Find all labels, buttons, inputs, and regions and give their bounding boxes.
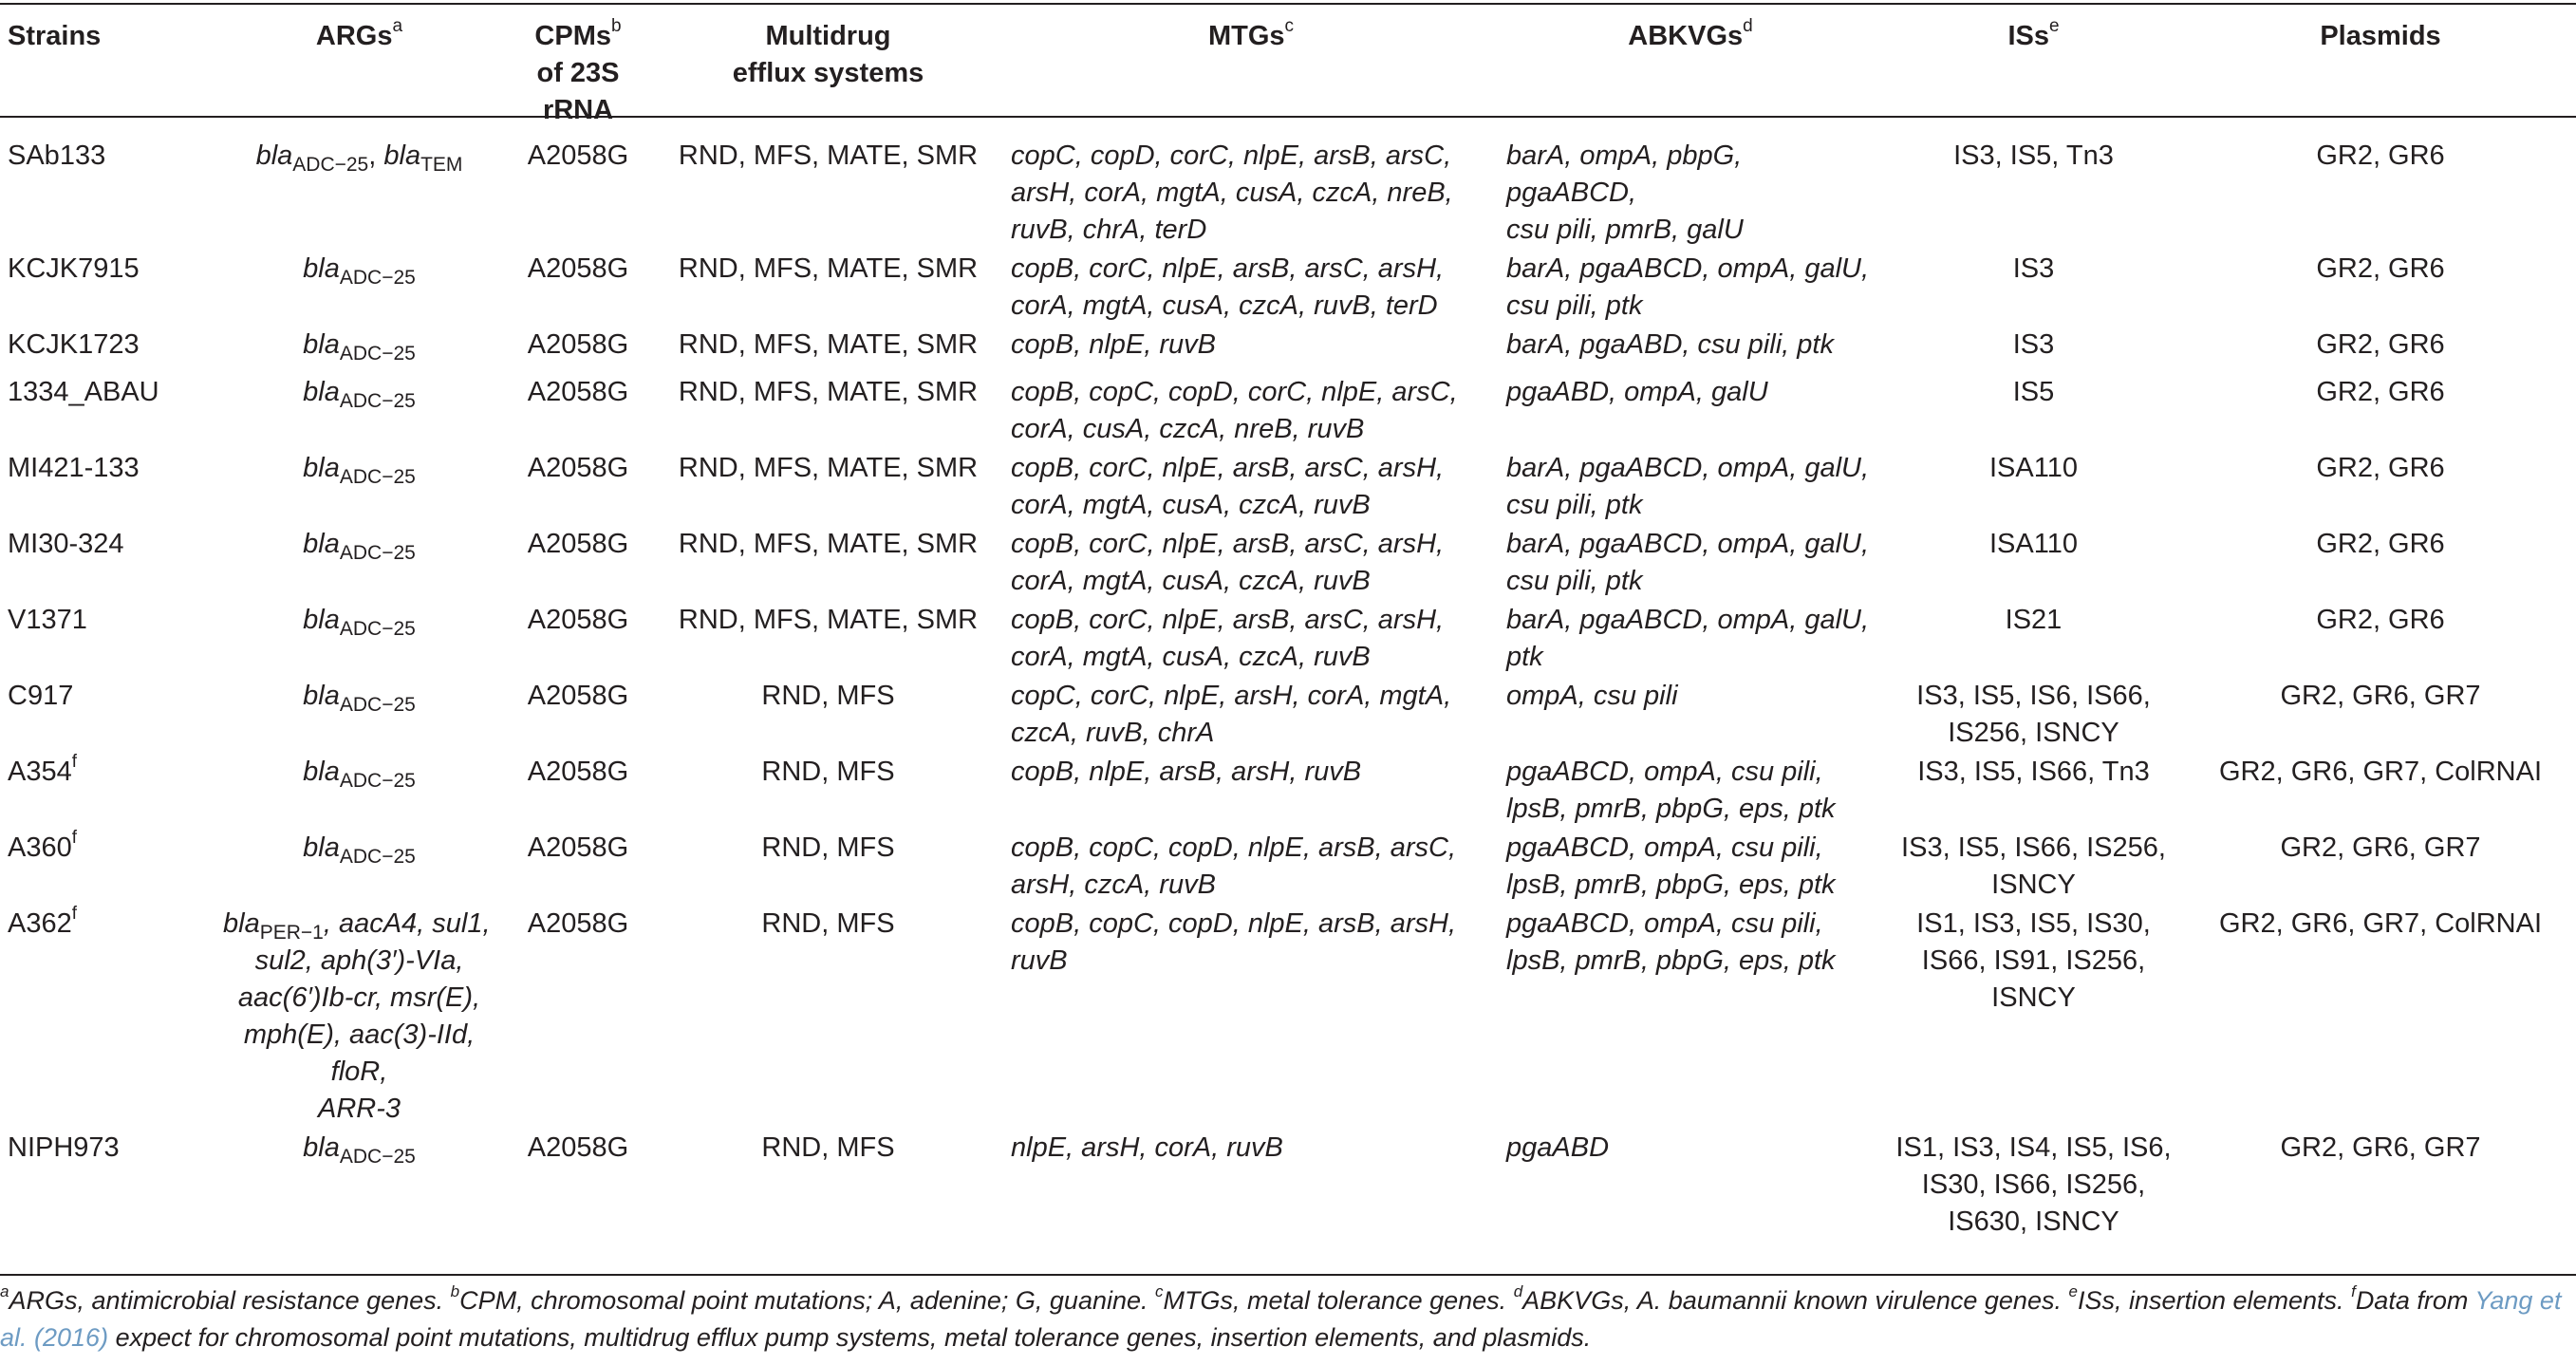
cell-abkvgs: [1499, 828, 1882, 904]
header-row: [0, 0, 2576, 129]
iss-line: IS3, IS5, IS66, IS256,: [1901, 832, 2166, 863]
header-iss: ISs$^e$: [2007, 16, 2060, 51]
iss-line: IS30, IS66, IS256,: [1921, 1169, 2146, 1200]
gene-subscript: ADC−25: [339, 541, 416, 564]
mtgs-line: copB, copC, copD, nlpE, arsB, arsH,: [1011, 908, 1457, 939]
iss-line: IS3, IS5, IS66, Tn3: [1917, 757, 2150, 787]
gene-subscript: ADC−25: [339, 769, 416, 792]
cell-cpm: A2058G: [527, 529, 629, 559]
cell-mtgs: [1003, 752, 1499, 828]
args-text: , aacA4, sul1,: [323, 908, 491, 939]
cell-cpm: A2058G: [527, 253, 629, 284]
cell-abkvgs: [1499, 524, 1882, 600]
cell-args: [215, 372, 503, 448]
strain-name: A362: [8, 908, 72, 939]
strain-footnote-mark: f: [71, 904, 78, 925]
strain-name: A354: [8, 757, 72, 787]
table-row: [0, 600, 2576, 676]
cell-args: [215, 904, 503, 1128]
cell-cpm: A2058G: [527, 832, 629, 863]
gene-prefix: bla: [255, 140, 293, 171]
gene-prefix: bla: [223, 908, 260, 939]
cell-plasmids: GR2, GR6, GR7, ColRNAI: [2218, 908, 2543, 939]
gene-prefix: bla: [303, 529, 340, 559]
footnote: $^a$ARGs, antimicrobial resistance genes. $^b$CPM, chromosomal point mutations; A, adenine; G, guanine. $^c$MTGs, metal tolerance genes. $^d$ABKVGs, A. baumannii known virulence genes. $^e$ISs, insertion elements. $^f$Data from Yang et al. (2016) expect for chromosomal point mutations, multidrug efflux pump systems, metal tolerance genes, insertion elements, and plasmids.: [0, 1282, 2562, 1352]
gene-subscript: ADC−25: [339, 617, 416, 640]
mtgs-line: ruvB, chrA, terD: [1011, 215, 1207, 245]
header-cpms: CPMs$^b$ of 23S rRNA: [534, 16, 622, 125]
cell-efflux: RND, MFS, MATE, SMR: [678, 329, 979, 360]
abkvgs-line: pgaABCD, ompA, csu pili,: [1506, 832, 1823, 863]
cell-cpm: A2058G: [527, 908, 629, 939]
abkvgs-line: pgaABD: [1506, 1132, 1610, 1163]
cell-efflux: RND, MFS, MATE, SMR: [678, 453, 979, 483]
cell-abkvgs: [1499, 676, 1882, 752]
iss-line: ISA110: [1989, 529, 2078, 559]
mtgs-line: arsH, czcA, ruvB: [1011, 869, 1216, 900]
cell-strain: [0, 129, 215, 249]
cell-strain: [0, 600, 215, 676]
abkvgs-line: csu pili, ptk: [1506, 290, 1643, 321]
cell-mtgs: [1003, 600, 1499, 676]
gene-prefix: bla: [303, 253, 340, 284]
cell-iss: [1882, 448, 2185, 524]
mtgs-line: copB, corC, nlpE, arsB, arsC, arsH,: [1011, 453, 1445, 483]
cell-args: [215, 752, 503, 828]
gene-subscript: ADC−25: [339, 389, 416, 412]
cell-plasmids: GR2, GR6: [2316, 453, 2445, 483]
mtgs-line: corA, mgtA, cusA, czcA, ruvB: [1011, 490, 1371, 520]
iss-line: IS3, IS5, Tn3: [1953, 140, 2114, 171]
cell-plasmids: GR2, GR6: [2316, 253, 2445, 284]
cell-strain: [0, 828, 215, 904]
gene-subscript: ADC−25: [292, 153, 369, 176]
strain-name: V1371: [8, 605, 87, 635]
cell-iss: [1882, 904, 2185, 1128]
cell-strain: [0, 676, 215, 752]
mtgs-line: ruvB: [1011, 945, 1068, 976]
cell-strain: [0, 1128, 215, 1241]
cell-cpm: A2058G: [527, 681, 629, 711]
gene-subscript: ADC−25: [339, 266, 416, 289]
iss-line: IS3: [2012, 329, 2055, 360]
table-row: [0, 828, 2576, 904]
iss-line: IS66, IS91, IS256,: [1921, 945, 2146, 976]
abkvgs-line: barA, pgaABD, csu pili, ptk: [1506, 329, 1834, 360]
cell-args: [215, 828, 503, 904]
cell-cpm: A2058G: [527, 329, 629, 360]
table-row: [0, 524, 2576, 600]
args-line: sul2, aph(3′)-VIa,: [254, 945, 464, 976]
mtgs-line: copC, corC, nlpE, arsH, corA, mgtA,: [1011, 681, 1452, 711]
strain-footnote-mark: f: [71, 752, 78, 773]
cell-abkvgs: [1499, 1128, 1882, 1241]
cell-plasmids: GR2, GR6, GR7: [2280, 1132, 2481, 1163]
table-row: [0, 904, 2576, 1128]
mtgs-line: copB, corC, nlpE, arsB, arsC, arsH,: [1011, 253, 1445, 284]
cell-abkvgs: [1499, 600, 1882, 676]
cell-iss: [1882, 1128, 2185, 1241]
iss-line: IS630, ISNCY: [1948, 1206, 2119, 1237]
citation-link[interactable]: Yang et al. (2016): [0, 1286, 2562, 1352]
cell-iss: [1882, 372, 2185, 448]
cell-iss: [1882, 129, 2185, 249]
cell-iss: [1882, 600, 2185, 676]
cell-strain: [0, 904, 215, 1128]
cell-strain: [0, 325, 215, 372]
cell-plasmids: GR2, GR6: [2316, 377, 2445, 407]
strain-name: C917: [8, 681, 74, 711]
strain-name: NIPH973: [8, 1132, 120, 1163]
abkvgs-line: barA, pgaABCD, ompA, galU,: [1506, 529, 1870, 559]
cell-iss: [1882, 676, 2185, 752]
table-bottom-rule: [0, 1274, 2576, 1276]
cell-args: [215, 249, 503, 325]
cell-efflux: RND, MFS: [761, 681, 895, 711]
strain-name: SAb133: [8, 140, 106, 171]
gene-prefix: bla: [383, 140, 421, 171]
cell-mtgs: [1003, 676, 1499, 752]
cell-mtgs: [1003, 249, 1499, 325]
cell-efflux: RND, MFS, MATE, SMR: [678, 377, 979, 407]
cell-plasmids: GR2, GR6: [2316, 140, 2445, 171]
abkvgs-line: pgaABCD, ompA, csu pili,: [1506, 757, 1823, 787]
abkvgs-line: pgaABCD, ompA, csu pili,: [1506, 908, 1823, 939]
gene-prefix: bla: [303, 605, 340, 635]
header-mtgs: MTGs$^c$: [1207, 16, 1295, 51]
cell-efflux: RND, MFS: [761, 908, 895, 939]
abkvgs-line: barA, pgaABCD, ompA, galU,: [1506, 605, 1870, 635]
strain-name: MI30-324: [8, 529, 124, 559]
cell-mtgs: [1003, 448, 1499, 524]
mtgs-line: copB, corC, nlpE, arsB, arsC, arsH,: [1011, 529, 1445, 559]
cell-efflux: RND, MFS, MATE, SMR: [678, 605, 979, 635]
gene-subscript: ADC−25: [339, 465, 416, 488]
mtgs-line: corA, mgtA, cusA, czcA, ruvB, terD: [1011, 290, 1438, 321]
gene-prefix: bla: [303, 377, 340, 407]
header-abkvgs: ABKVGs$^d$: [1628, 16, 1753, 51]
iss-line: ISNCY: [1991, 869, 2076, 900]
cell-efflux: RND, MFS: [761, 757, 895, 787]
cell-cpm: A2058G: [527, 377, 629, 407]
cell-abkvgs: [1499, 752, 1882, 828]
iss-line: IS256, ISNCY: [1948, 718, 2119, 748]
cell-efflux: RND, MFS: [761, 832, 895, 863]
iss-line: IS3, IS5, IS6, IS66,: [1916, 681, 2151, 711]
strain-name: MI421-133: [8, 453, 140, 483]
gene-subscript: PER−1: [259, 921, 324, 944]
cell-abkvgs: [1499, 129, 1882, 249]
abkvgs-line: pgaABD, ompA, galU: [1506, 377, 1768, 407]
cell-args: [215, 325, 503, 372]
gene-prefix: bla: [303, 832, 340, 863]
cell-cpm: A2058G: [527, 1132, 629, 1163]
iss-line: IS1, IS3, IS5, IS30,: [1916, 908, 2151, 939]
header-plasmids: Plasmids: [2320, 21, 2441, 51]
cell-mtgs: [1003, 828, 1499, 904]
table-row: [0, 1128, 2576, 1241]
cell-strain: [0, 249, 215, 325]
mtgs-line: corA, mgtA, cusA, czcA, ruvB: [1011, 566, 1371, 596]
iss-line: IS21: [2005, 605, 2063, 635]
cell-strain: [0, 448, 215, 524]
mtgs-line: nlpE, arsH, corA, ruvB: [1011, 1132, 1283, 1163]
abkvgs-line: lpsB, pmrB, pbpG, eps, ptk: [1506, 794, 1836, 824]
gene-subscript: ADC−25: [339, 1145, 416, 1168]
cell-abkvgs: [1499, 448, 1882, 524]
cell-plasmids: GR2, GR6: [2316, 329, 2445, 360]
cell-iss: [1882, 524, 2185, 600]
abkvgs-line: barA, pgaABCD, ompA, galU,: [1506, 253, 1870, 284]
cell-args: [215, 600, 503, 676]
gene-prefix: bla: [303, 757, 340, 787]
mtgs-line: copB, corC, nlpE, arsB, arsC, arsH,: [1011, 605, 1445, 635]
strain-footnote-mark: f: [71, 828, 78, 849]
cell-efflux: RND, MFS, MATE, SMR: [678, 253, 979, 284]
cell-efflux: RND, MFS: [761, 1132, 895, 1163]
cell-abkvgs: [1499, 904, 1882, 1128]
args-line: [223, 906, 495, 943]
mtgs-line: copB, copC, copD, corC, nlpE, arsC,: [1011, 377, 1458, 407]
abkvgs-line: ompA, csu pili: [1506, 681, 1678, 711]
cell-efflux: RND, MFS, MATE, SMR: [678, 140, 979, 171]
cell-cpm: A2058G: [527, 757, 629, 787]
cell-args: [215, 1128, 503, 1241]
header-efflux: Multidrug efflux systems: [732, 21, 924, 88]
gene-prefix: bla: [303, 453, 340, 483]
mtgs-line: copC, copD, corC, nlpE, arsB, arsC,: [1011, 140, 1452, 171]
cell-args: [215, 676, 503, 752]
cell-efflux: RND, MFS, MATE, SMR: [678, 529, 979, 559]
mtgs-line: czcA, ruvB, chrA: [1011, 718, 1215, 748]
gene-subscript: ADC−25: [339, 693, 416, 716]
strain-name: A360: [8, 832, 72, 863]
gene-subscript: ADC−25: [339, 845, 416, 868]
table-row: [0, 372, 2576, 448]
abkvgs-line: ptk: [1506, 642, 1543, 672]
cell-abkvgs: [1499, 372, 1882, 448]
abkvgs-line: lpsB, pmrB, pbpG, eps, ptk: [1506, 869, 1836, 900]
cell-mtgs: [1003, 325, 1499, 372]
cell-args: [215, 448, 503, 524]
cell-plasmids: GR2, GR6: [2316, 529, 2445, 559]
strain-name: KCJK7915: [8, 253, 140, 284]
table-body: [0, 129, 2576, 1241]
gene-prefix: bla: [303, 1132, 340, 1163]
gene-separator: ,: [368, 140, 384, 171]
mtgs-line: arsH, corA, mgtA, cusA, czcA, nreB,: [1011, 178, 1453, 208]
table-row: [0, 676, 2576, 752]
cell-strain: [0, 372, 215, 448]
cell-mtgs: [1003, 129, 1499, 249]
abkvgs-line: lpsB, pmrB, pbpG, eps, ptk: [1506, 945, 1836, 976]
iss-line: ISA110: [1989, 453, 2078, 483]
abkvgs-line: csu pili, ptk: [1506, 490, 1643, 520]
cell-strain: [0, 752, 215, 828]
cell-iss: [1882, 828, 2185, 904]
cell-iss: [1882, 249, 2185, 325]
cell-cpm: A2058G: [527, 140, 629, 171]
iss-line: IS1, IS3, IS4, IS5, IS6,: [1895, 1132, 2172, 1163]
mtgs-line: corA, cusA, czcA, nreB, ruvB: [1011, 414, 1365, 444]
table-row: [0, 752, 2576, 828]
cell-args: [215, 129, 503, 249]
abkvgs-line: csu pili, ptk: [1506, 566, 1643, 596]
cell-mtgs: [1003, 904, 1499, 1128]
cell-abkvgs: [1499, 249, 1882, 325]
table-row: [0, 448, 2576, 524]
cell-plasmids: GR2, GR6, GR7, ColRNAI: [2218, 757, 2543, 787]
gene-subscript: ADC−25: [339, 342, 416, 365]
cell-cpm: A2058G: [527, 605, 629, 635]
args-line: aac(6′)Ib-cr, msr(E),: [237, 982, 481, 1013]
mtgs-line: copB, nlpE, ruvB: [1011, 329, 1216, 360]
gene-subscript: TEM: [420, 153, 463, 176]
header-strains: Strains: [8, 21, 102, 51]
table-row: [0, 129, 2576, 249]
cell-args: [215, 524, 503, 600]
mtgs-line: copB, nlpE, arsB, arsH, ruvB: [1011, 757, 1362, 787]
abkvgs-line: barA, ompA, pbpG, pgaABCD,: [1506, 140, 1743, 208]
cell-plasmids: GR2, GR6, GR7: [2280, 832, 2481, 863]
cell-mtgs: [1003, 524, 1499, 600]
gene-prefix: bla: [303, 681, 340, 711]
table-row: [0, 249, 2576, 325]
strain-name: KCJK1723: [8, 329, 140, 360]
args-line: mph(E), aac(3)-IId, floR,: [243, 1019, 476, 1087]
cell-plasmids: GR2, GR6: [2316, 605, 2445, 635]
abkvgs-line: csu pili, pmrB, galU: [1506, 215, 1744, 245]
iss-line: ISNCY: [1991, 982, 2076, 1013]
iss-line: IS5: [2012, 377, 2055, 407]
cell-iss: [1882, 752, 2185, 828]
table-row: [0, 325, 2576, 372]
cell-plasmids: GR2, GR6, GR7: [2280, 681, 2481, 711]
strain-name: 1334_ABAU: [8, 377, 159, 407]
iss-line: IS3: [2012, 253, 2055, 284]
abkvgs-line: barA, pgaABCD, ompA, galU,: [1506, 453, 1870, 483]
mtgs-line: copB, copC, copD, nlpE, arsB, arsC,: [1011, 832, 1457, 863]
cell-abkvgs: [1499, 325, 1882, 372]
cell-cpm: A2058G: [527, 453, 629, 483]
args-line: ARR-3: [317, 1094, 401, 1124]
cell-iss: [1882, 325, 2185, 372]
gene-prefix: bla: [303, 329, 340, 360]
cell-mtgs: [1003, 1128, 1499, 1241]
cell-mtgs: [1003, 372, 1499, 448]
mtgs-line: corA, mgtA, cusA, czcA, ruvB: [1011, 642, 1371, 672]
header-args: ARGs$^a$: [315, 16, 403, 51]
cell-strain: [0, 524, 215, 600]
